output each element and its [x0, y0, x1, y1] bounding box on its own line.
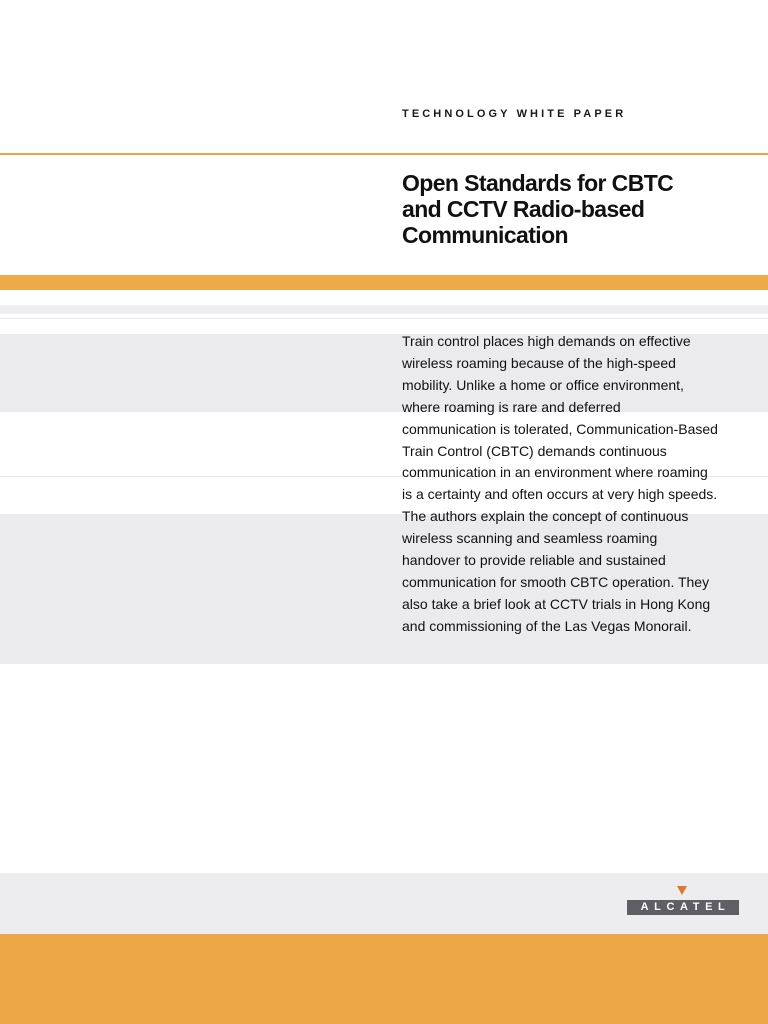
title-line-2: and CCTV Radio-based	[402, 196, 645, 222]
document-title	[402, 170, 742, 248]
header-rule	[0, 153, 768, 155]
title-band	[0, 275, 768, 290]
grey-stripe	[0, 318, 768, 319]
logo-triangle-icon	[677, 886, 687, 895]
company-logo: ALCATEL	[627, 900, 739, 915]
document-type-label: TECHNOLOGY WHITE PAPER	[402, 108, 627, 120]
title-line-1: Open Standards for CBTC	[402, 170, 674, 196]
footer-orange-block	[0, 934, 768, 1024]
abstract-paragraph: Train control places high demands on effective wireless roaming because of the high-speed mobility. Unlike a home or office environment, where roaming is rare and deferred communication is tolerated, Communication-Based Train Control (CBTC) demands continuous communication in an environment where roaming is a certainty and often occurs at very high speeds. The authors explain the concept of continuous wireless scanning and seamless roaming handover to provide reliable and sustained communication for smooth CBTC operation. They also take a brief look at CCTV trials in Hong Kong and commissioning of the Las Vegas Monorail.	[402, 333, 718, 634]
title-line-3: Communication	[402, 222, 568, 248]
grey-stripe	[0, 305, 768, 314]
